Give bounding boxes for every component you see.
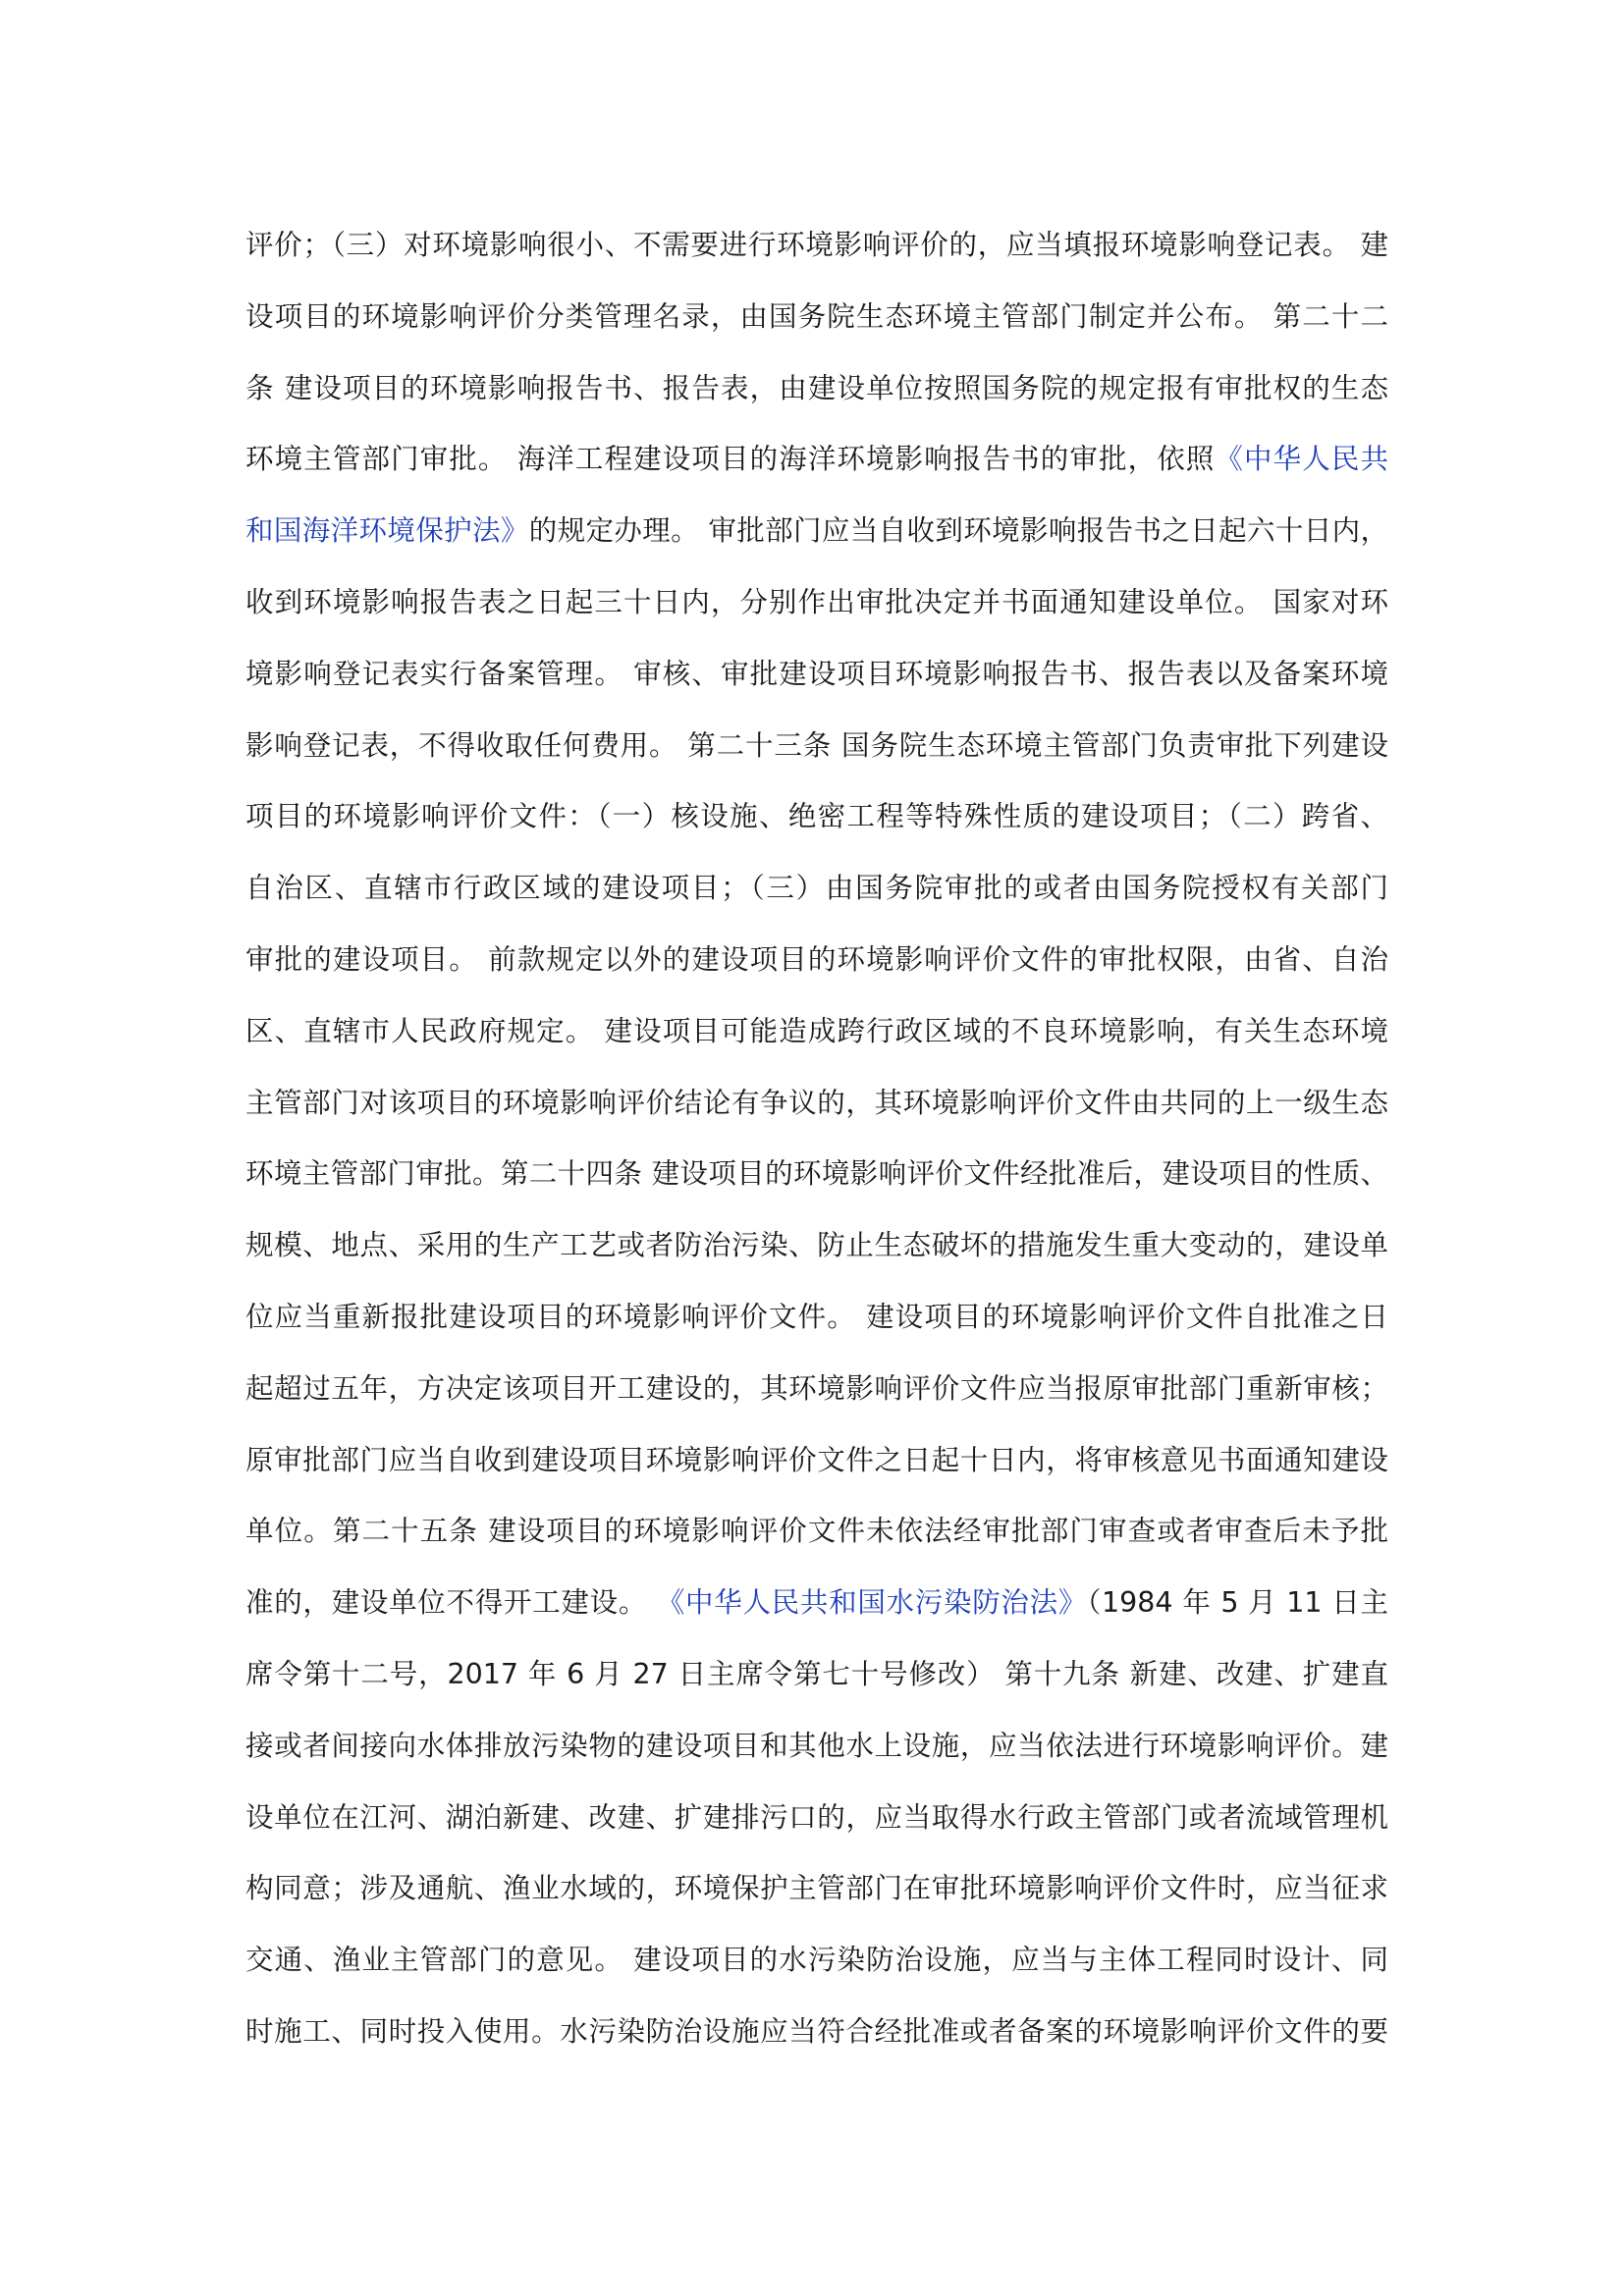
- text-segment: 条 建设项目的环境影响报告书、报告表，由建设单位按照国务院的规定报有审批权的生态: [245, 371, 1388, 404]
- text-segment: （1984 年 5 月 11 日主: [1087, 1586, 1388, 1620]
- text-line: [245, 789, 1388, 861]
- text-line: [245, 1004, 1388, 1076]
- text-segment: 设单位在江河、湖泊新建、改建、扩建排污口的，应当取得水行政主管部门或者流域管理机: [245, 1800, 1388, 1834]
- law-link[interactable]: 和国海洋环境保护法》: [245, 514, 529, 548]
- text-segment: 主管部门对该项目的环境影响评价结论有争议的，其环境影响评价文件由共同的上一级生态: [245, 1086, 1388, 1119]
- text-line: [245, 1719, 1388, 1790]
- text-segment: 自治区、直辖市行政区域的建设项目；（三）由国务院审批的或者由国务院授权有关部门: [245, 872, 1388, 905]
- text-segment: 设项目的环境影响评价分类管理名录，由国务院生态环境主管部门制定并公布。 第二十二: [245, 299, 1388, 333]
- text-segment: 原审批部门应当自收到建设项目环境影响评价文件之日起十日内，将审核意见书面通知建设: [245, 1443, 1388, 1476]
- text-line: [245, 290, 1388, 361]
- text-line: [245, 1147, 1388, 1218]
- text-segment: 环境主管部门审批。第二十四条 建设项目的环境影响评价文件经批准后，建设项目的性质、: [245, 1157, 1388, 1191]
- text-line: [245, 1218, 1388, 1290]
- text-line: [245, 933, 1388, 1004]
- text-segment: 单位。第二十五条 建设项目的环境影响评价文件未依法经审批部门审查或者审查后未予批: [245, 1515, 1388, 1548]
- law-link[interactable]: 《中华人民共: [1215, 443, 1388, 476]
- text-segment: 起超过五年，方决定该项目开工建设的，其环境影响评价文件应当报原审批部门重新审核；: [245, 1371, 1388, 1405]
- body-text: [245, 218, 1388, 2076]
- text-segment: 的规定办理。 审批部门应当自收到环境影响报告书之日起六十日内，: [528, 514, 1388, 548]
- text-line: [245, 719, 1388, 790]
- text-line: [245, 432, 1388, 504]
- text-line: [245, 1362, 1388, 1433]
- text-segment: 审批的建设项目。 前款规定以外的建设项目的环境影响评价文件的审批权限，由省、自治: [245, 942, 1388, 976]
- text-line: [245, 1504, 1388, 1575]
- text-segment: 席令第十二号，2017 年 6 月 27 日主席令第七十号修改） 第十九条 新建、改建、扩建直: [245, 1657, 1388, 1690]
- text-line: [245, 1433, 1388, 1505]
- text-line: [245, 861, 1388, 933]
- text-segment: 交通、渔业主管部门的意见。 建设项目的水污染防治设施，应当与主体工程同时设计、同: [245, 1944, 1388, 1977]
- text-segment: 区、直辖市人民政府规定。 建设项目可能造成跨行政区域的不良环境影响，有关生态环境: [245, 1014, 1388, 1047]
- text-segment: 评价；（三）对环境影响很小、不需要进行环境影响评价的，应当填报环境影响登记表。 建: [245, 229, 1388, 261]
- text-segment: 境影响登记表实行备案管理。 审核、审批建设项目环境影响报告书、报告表以及备案环境: [245, 657, 1388, 690]
- text-line: [245, 1861, 1388, 1933]
- text-segment: 构同意；涉及通航、渔业水域的，环境保护主管部门在审批环境影响评价文件时，应当征求: [245, 1872, 1388, 1905]
- text-segment: 规模、地点、采用的生产工艺或者防治污染、防止生态破坏的措施发生重大变动的，建设单: [245, 1229, 1388, 1262]
- text-line: [245, 1647, 1388, 1719]
- text-segment: 时施工、同时投入使用。水污染防治设施应当符合经批准或者备案的环境影响评价文件的要: [245, 2014, 1388, 2048]
- text-line: [245, 647, 1388, 719]
- text-line: [245, 218, 1388, 290]
- text-line: [245, 1076, 1388, 1148]
- text-segment: 接或者间接向水体排放污染物的建设项目和其他水上设施，应当依法进行环境影响评价。建: [245, 1729, 1388, 1762]
- law-link[interactable]: 《中华人民共和国水污染防治法》: [656, 1586, 1088, 1620]
- text-line: [245, 504, 1388, 575]
- text-segment: 项目的环境影响评价文件：（一）核设施、绝密工程等特殊性质的建设项目；（二）跨省、: [245, 800, 1388, 833]
- text-line: [245, 2004, 1388, 2076]
- text-line: [245, 1290, 1388, 1362]
- text-line: [245, 361, 1388, 433]
- text-segment: 准的，建设单位不得开工建设。: [245, 1586, 657, 1620]
- text-segment: 位应当重新报批建设项目的环境影响评价文件。 建设项目的环境影响评价文件自批准之日: [245, 1300, 1388, 1333]
- text-segment: 环境主管部门审批。 海洋工程建设项目的海洋环境影响报告书的审批，依照: [245, 443, 1216, 476]
- text-line: [245, 1575, 1388, 1647]
- text-segment: 收到环境影响报告表之日起三十日内，分别作出审批决定并书面通知建设单位。 国家对环: [245, 585, 1388, 618]
- text-line: [245, 1790, 1388, 1862]
- text-line: [245, 1933, 1388, 2004]
- text-segment: 影响登记表，不得收取任何费用。 第二十三条 国务院生态环境主管部门负责审批下列建设: [245, 728, 1388, 762]
- text-line: [245, 575, 1388, 647]
